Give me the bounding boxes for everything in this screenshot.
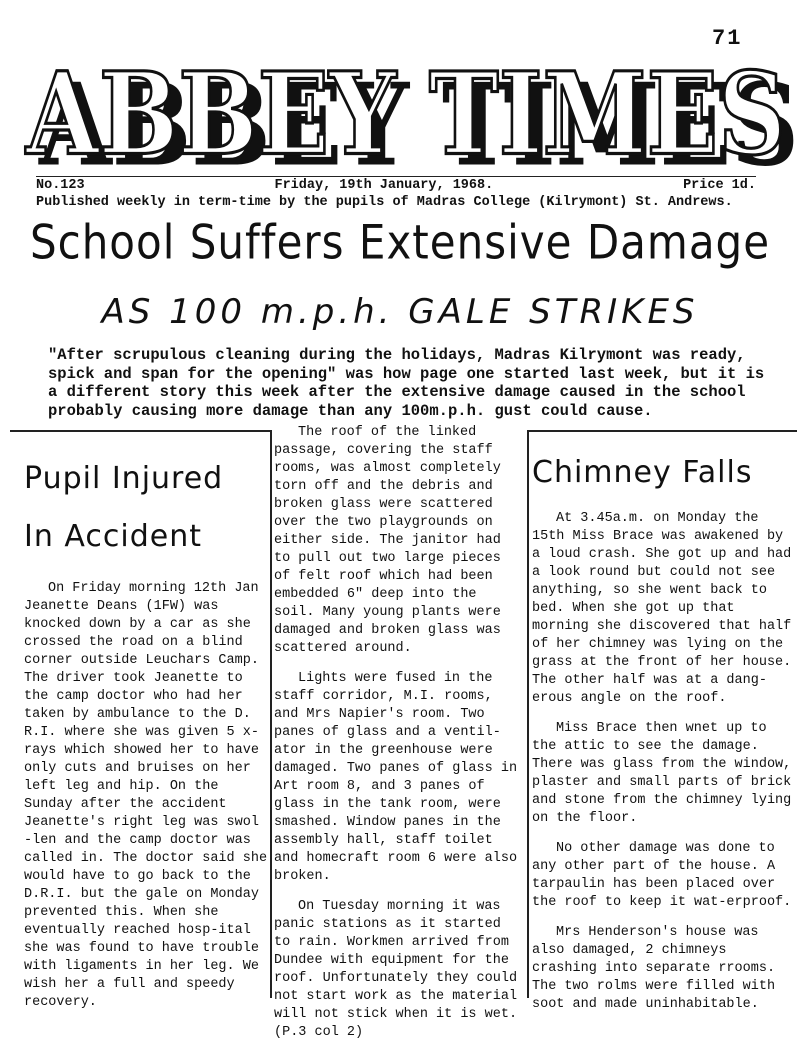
column-divider-top-left (10, 430, 272, 432)
intro-paragraph: "After scrupulous cleaning during the holidays, Madras Kilrymont was ready, spick and span for the opening" was how page one started last week, but it is a different story this week after the extensive damage caused in the school probably causing more damage than any 100m.p.h. gust could cause. (48, 346, 765, 420)
column-divider-left (270, 430, 272, 998)
page-number: 71 (712, 26, 743, 51)
article-title: Chimney Falls (532, 455, 753, 490)
issue-info (36, 176, 756, 210)
issue-date: Friday, 19th January, 1968. (274, 178, 494, 193)
issue-number: No.123 (36, 178, 85, 193)
masthead-text: ABBEY TIMES (25, 47, 787, 178)
article-paragraph: Mrs Henderson's house was also damaged, 2 chimneys crashing into separate rrooms. The two rolms were filled with soot and made uninhabitable. (532, 925, 776, 1012)
article-paragraph: No other damage was done to any other part of the house. A tarpaulin has been placed over the roof to keep it wat-erproof. (532, 841, 792, 910)
article-paragraph: On Friday morning 12th Jan Jeanette Deans (1FW) was knocked down by a car as she crossed the road on a blind corner outside Leuchars Camp. The driver took Jeanette to the camp doctor who had her taken by ambulance to the D. R.I. where she was given 5 x-rays which showed her to have only cuts and bruises on her left leg and hip. On the Sunday after the accident Jeanette's right leg was swol -len and the camp doctor was called in. The doctor said she would have to go back to the D.R.I. but the gale on Monday prevented this. When she eventually reached hosp-ital she was found to have trouble with ligaments in her leg. We wish her a full and speedy recovery. (24, 581, 268, 1010)
article-title: Pupil Injured In Accident (24, 461, 224, 554)
main-headline: School Suffers Extensive Damage (29, 215, 771, 270)
article-paragraph: Lights were fused in the staff corridor, M.I. rooms, and Mrs Napier's room. Two panes of glass and a ventil-ator in the greenhouse were damaged. Two panes of glass in Art room 8, and 3 panes of glass in the tank room, were smashed. Window panes in the assembly hall, staff toilet and homecraft room 6 were also broken. (274, 671, 518, 884)
sub-headline: AS 100 m.p.h. GALE STRIKES (101, 292, 699, 332)
column-divider-top-right (527, 430, 797, 432)
article-damage-continued (274, 424, 524, 1054)
column-divider-right (527, 430, 529, 998)
issue-price: Price 1d. (683, 178, 756, 193)
publisher-line: Published weekly in term-time by the pupils of Madras College (Kilrymont) St. Andrews. (36, 195, 733, 210)
masthead-shadow: ABBEY TIMES (38, 59, 800, 178)
article-paragraph: Miss Brace then wnet up to the attic to see the damage. There was glass from the window, plaster and small parts of brick and stone from the chimney lying on the floor. (532, 721, 792, 826)
article-paragraph: The roof of the linked passage, covering the staff rooms, was almost completely torn off and the debris and broken glass were scattered over the two playgrounds on either side. The janitor had to pull out two large pieces of felt roof which had been embedded 6" deep into the soil. Many young plants were damaged and broken glass was scattered around. (274, 425, 501, 656)
article-pupil-injured (24, 444, 270, 1024)
article-paragraph: At 3.45a.m. on Monday the 15th Miss Brace was awakened by a loud crash. She got up and had a look round but could not see anything, so she went back to bed. When she got up that morning she discovered that half of her chimney was lying on the grass at the front of her house. The other half was at a dang-erous angle on the roof. (532, 511, 792, 706)
article-chimney-falls (532, 444, 794, 1026)
masthead-title (14, 40, 800, 178)
article-paragraph: On Tuesday morning it was panic stations as it started to rain. Workmen arrived from Dundee with equipment for the roof. Unfortunately they could not start work as the material will not stick when it is wet. (P.3 col 2) (274, 899, 518, 1040)
